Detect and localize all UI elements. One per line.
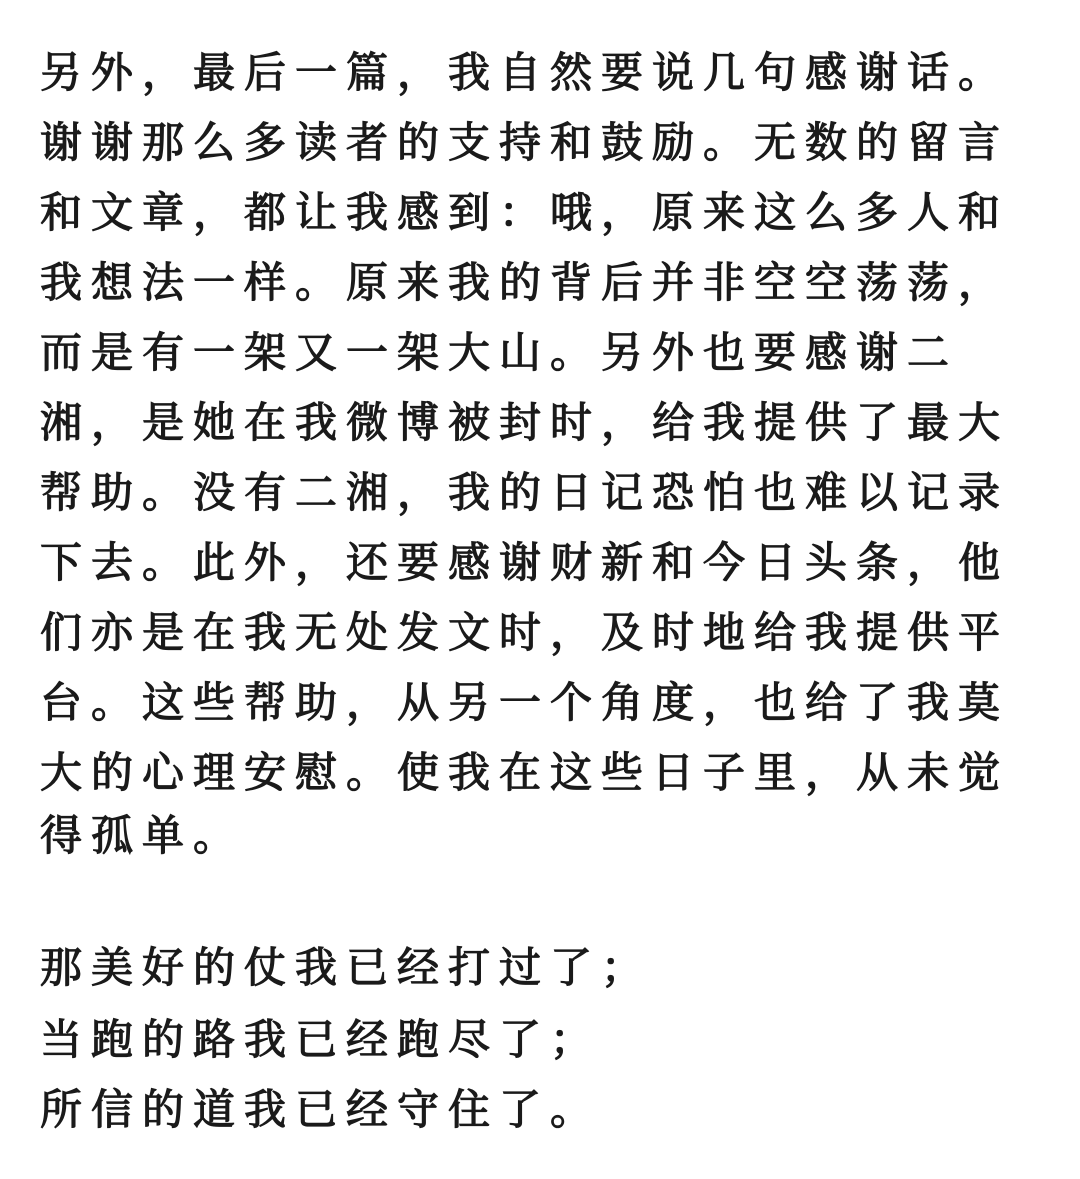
verse-line: 那美好的仗我已经打过了； — [40, 943, 653, 992]
paragraph-line: 湘，是她在我微博被封时，给我提供了最大 — [40, 398, 1010, 447]
paragraph-line: 我想法一样。原来我的背后并非空空荡荡， — [40, 258, 1010, 307]
paragraph-line: 谢谢那么多读者的支持和鼓励。无数的留言 — [40, 118, 1010, 167]
paragraph-line: 大的心理安慰。使我在这些日子里，从未觉 — [40, 748, 1010, 797]
paragraph-line: 而是有一架又一架大山。另外也要感谢二 — [40, 328, 959, 377]
paragraph-line: 们亦是在我无处发文时，及时地给我提供平 — [40, 608, 1010, 657]
paragraph-line: 帮助。没有二湘，我的日记恐怕也难以记录 — [40, 468, 1010, 517]
verse-line: 所信的道我已经守住了。 — [40, 1085, 602, 1134]
paragraph-line: 台。这些帮助，从另一个角度，也给了我莫 — [40, 678, 1010, 727]
paragraph-line: 下去。此外，还要感谢财新和今日头条，他 — [40, 538, 1010, 587]
paragraph-line: 另外，最后一篇，我自然要说几句感谢话。 — [40, 48, 1010, 97]
paragraph-line: 得孤单。 — [40, 811, 245, 860]
verse-line: 当跑的路我已经跑尽了； — [40, 1015, 602, 1064]
paragraph-line: 和文章，都让我感到：哦，原来这么多人和 — [40, 188, 1010, 237]
